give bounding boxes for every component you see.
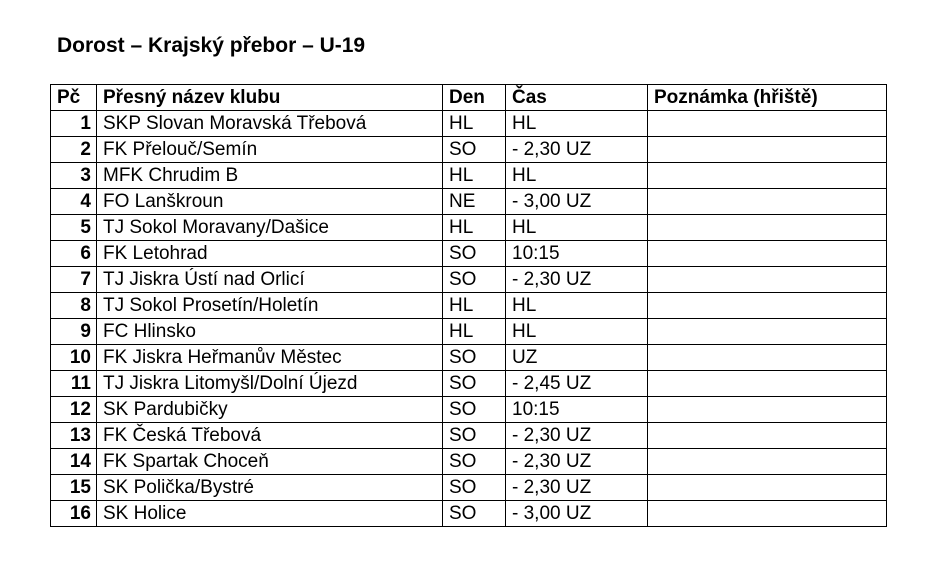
table-row: [51, 267, 887, 293]
cell-day: HL: [443, 163, 506, 189]
cell-club: SK Holice: [97, 501, 443, 527]
table-row: [51, 293, 887, 319]
cell-pc: 6: [51, 241, 97, 267]
cell-note: [648, 397, 887, 423]
cell-note: [648, 475, 887, 501]
cell-time: HL: [506, 293, 648, 319]
cell-time: HL: [506, 215, 648, 241]
cell-club: FK Přelouč/Semín: [97, 137, 443, 163]
cell-day: SO: [443, 137, 506, 163]
cell-time: - 2,30 UZ: [506, 137, 648, 163]
cell-pc: 14: [51, 449, 97, 475]
cell-pc: 13: [51, 423, 97, 449]
column-header-pc: Pč: [51, 85, 97, 111]
cell-club: FO Lanškroun: [97, 189, 443, 215]
table-row: [51, 475, 887, 501]
cell-day: SO: [443, 397, 506, 423]
cell-day: SO: [443, 371, 506, 397]
cell-note: [648, 501, 887, 527]
cell-club: TJ Sokol Prosetín/Holetín: [97, 293, 443, 319]
cell-club: TJ Jiskra Litomyšl/Dolní Újezd: [97, 371, 443, 397]
cell-pc: 1: [51, 111, 97, 137]
cell-day: SO: [443, 345, 506, 371]
cell-club: TJ Sokol Moravany/Dašice: [97, 215, 443, 241]
cell-pc: 3: [51, 163, 97, 189]
cell-time: - 2,30 UZ: [506, 449, 648, 475]
table-row: [51, 397, 887, 423]
cell-day: SO: [443, 267, 506, 293]
cell-note: [648, 111, 887, 137]
cell-note: [648, 215, 887, 241]
clubs-table: [50, 84, 887, 527]
table-row: [51, 241, 887, 267]
cell-pc: 11: [51, 371, 97, 397]
cell-note: [648, 189, 887, 215]
cell-note: [648, 345, 887, 371]
cell-pc: 12: [51, 397, 97, 423]
table-row: [51, 501, 887, 527]
cell-time: HL: [506, 319, 648, 345]
table-row: [51, 319, 887, 345]
cell-note: [648, 267, 887, 293]
column-header-club: Přesný název klubu: [97, 85, 443, 111]
cell-pc: 4: [51, 189, 97, 215]
table-header-row: [51, 85, 887, 111]
cell-day: SO: [443, 241, 506, 267]
cell-time: - 2,45 UZ: [506, 371, 648, 397]
table-row: [51, 371, 887, 397]
cell-note: [648, 293, 887, 319]
column-header-day: Den: [443, 85, 506, 111]
cell-pc: 9: [51, 319, 97, 345]
cell-time: 10:15: [506, 241, 648, 267]
column-header-time: Čas: [506, 85, 648, 111]
cell-day: SO: [443, 449, 506, 475]
cell-club: FK Jiskra Heřmanův Městec: [97, 345, 443, 371]
cell-note: [648, 241, 887, 267]
cell-note: [648, 163, 887, 189]
cell-pc: 16: [51, 501, 97, 527]
cell-pc: 2: [51, 137, 97, 163]
cell-club: FC Hlinsko: [97, 319, 443, 345]
table-row: [51, 163, 887, 189]
table-row: [51, 189, 887, 215]
cell-note: [648, 449, 887, 475]
cell-pc: 10: [51, 345, 97, 371]
cell-time: - 2,30 UZ: [506, 267, 648, 293]
cell-time: - 2,30 UZ: [506, 475, 648, 501]
cell-time: - 3,00 UZ: [506, 501, 648, 527]
cell-pc: 8: [51, 293, 97, 319]
cell-club: FK Česká Třebová: [97, 423, 443, 449]
table-row: [51, 449, 887, 475]
cell-time: - 3,00 UZ: [506, 189, 648, 215]
cell-note: [648, 319, 887, 345]
table-body: [51, 111, 887, 527]
cell-pc: 5: [51, 215, 97, 241]
cell-club: SKP Slovan Moravská Třebová: [97, 111, 443, 137]
page-title: Dorost – Krajský přebor – U-19: [57, 34, 366, 57]
cell-day: HL: [443, 319, 506, 345]
cell-note: [648, 371, 887, 397]
cell-club: TJ Jiskra Ústí nad Orlicí: [97, 267, 443, 293]
cell-club: FK Letohrad: [97, 241, 443, 267]
cell-time: UZ: [506, 345, 648, 371]
cell-club: SK Polička/Bystré: [97, 475, 443, 501]
cell-day: SO: [443, 501, 506, 527]
cell-time: HL: [506, 163, 648, 189]
cell-day: HL: [443, 293, 506, 319]
cell-pc: 7: [51, 267, 97, 293]
cell-club: MFK Chrudim B: [97, 163, 443, 189]
cell-day: HL: [443, 111, 506, 137]
table-row: [51, 423, 887, 449]
cell-time: 10:15: [506, 397, 648, 423]
cell-club: FK Spartak Choceň: [97, 449, 443, 475]
table-row: [51, 345, 887, 371]
cell-day: SO: [443, 423, 506, 449]
cell-time: HL: [506, 111, 648, 137]
column-header-note: Poznámka (hřiště): [648, 85, 887, 111]
table-row: [51, 215, 887, 241]
cell-day: NE: [443, 189, 506, 215]
table-row: [51, 111, 887, 137]
cell-club: SK Pardubičky: [97, 397, 443, 423]
cell-time: - 2,30 UZ: [506, 423, 648, 449]
cell-day: HL: [443, 215, 506, 241]
cell-day: SO: [443, 475, 506, 501]
cell-note: [648, 423, 887, 449]
table-row: [51, 137, 887, 163]
cell-note: [648, 137, 887, 163]
cell-pc: 15: [51, 475, 97, 501]
